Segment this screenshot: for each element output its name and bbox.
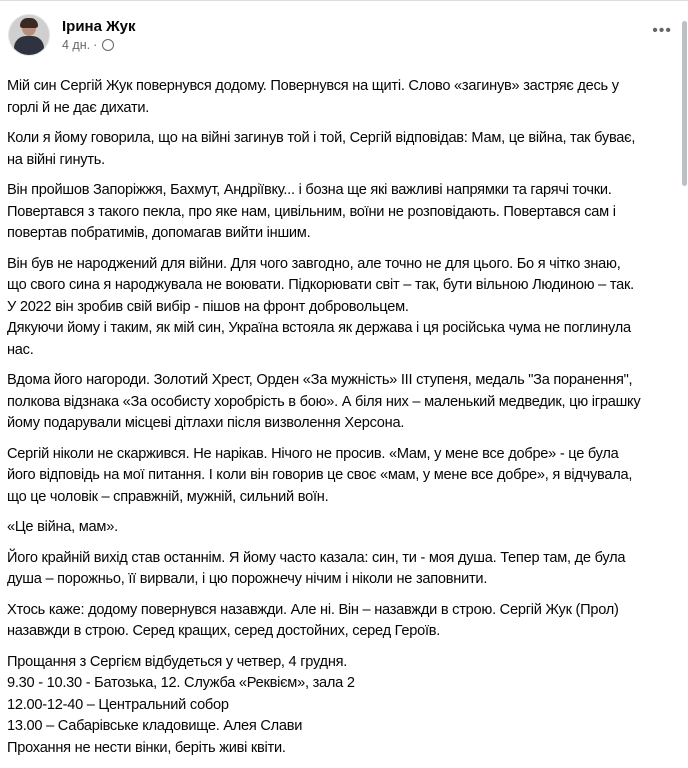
avatar[interactable] xyxy=(8,14,50,56)
text-line: Мій син Сергій Жук повернувся додому. Повернувся на щиті. Слово «загинув» застряє десь у xyxy=(7,78,619,94)
globe-icon xyxy=(102,39,114,51)
text-line: Прощання з Сергієм відбудеться у четвер, 4 грудня. xyxy=(7,653,348,670)
top-divider xyxy=(0,0,688,1)
text-line: Сергій ніколи не скаржився. Не нарікав. Нічого не просив. «Мам, у мене все добре» - це була xyxy=(7,445,619,462)
text-line: йому подарували місцеві дітлахи після визволення Херсона. xyxy=(7,415,405,431)
text-line: Його крайній вихід став останнім. Я йому часто казала: син, ти - моя душа. Тепер там, де була xyxy=(7,549,626,566)
scrollbar[interactable] xyxy=(680,1,688,702)
text-line: Хтось каже: додому повернувся назавжди. Але ні. Він – назавжди в строю. Сергій Жук (Прол) xyxy=(7,601,619,618)
text-line: У 2022 він зробив свій вибір - пішов на фронт добровольцем. xyxy=(7,298,409,315)
text-line: душа – порожньо, її вирвали, і цю порожнечу нічим і ніколи не заповнити. xyxy=(7,571,488,587)
paragraph xyxy=(7,548,679,591)
post-time[interactable]: 4 дн. xyxy=(62,37,91,52)
post-meta xyxy=(62,17,136,54)
post-text xyxy=(7,76,679,768)
paragraph xyxy=(7,254,679,362)
text-line: Він пройшов Запоріжжя, Бахмут, Андріївку... і бозна ще які важливі напрямки та гарячі точки. xyxy=(7,182,612,198)
text-line: на війні гинуть. xyxy=(7,151,105,168)
paragraph xyxy=(7,517,679,539)
paragraph xyxy=(7,76,679,119)
text-line: назавжди в строю. Серед кращих, серед достойних, серед Героїв. xyxy=(7,623,441,639)
text-line: горлі й не дає дихати. xyxy=(7,99,150,116)
text-line: полкова відзнака «За особисту хоробрість в бою». А біля них – маленький медведик, цю іграшку xyxy=(7,393,641,410)
paragraph xyxy=(7,370,679,435)
text-line: 12.00-12-40 – Центральний собор xyxy=(7,696,229,713)
text-line: Вдома його нагороди. Золотий Хрест, Орден «За мужність» ІІІ ступеня, медаль "За поранення", xyxy=(7,372,633,388)
text-line: його відповідь на мої питання. І коли він говорив це своє «мам, у мене все добре», я відчувала, xyxy=(7,467,633,483)
text-line: нас. xyxy=(7,341,34,358)
text-line: Прохання не нести вінки, беріть живі квіти. xyxy=(7,739,286,756)
text-line: 9.30 - 10.30 - Батозька, 12. Служба «Реквієм», зала 2 xyxy=(7,675,355,691)
author-name[interactable]: Ірина Жук xyxy=(62,17,136,35)
scrollbar-thumb[interactable] xyxy=(682,21,687,186)
separator: · xyxy=(93,37,98,52)
post-header xyxy=(8,12,136,58)
text-line: 13.00 – Сабарівське кладовище. Алея Слави xyxy=(7,718,303,734)
text-line: Повертався з такого пекла, про яке нам, цивільним, воїни не розповідають. Повертався сам і xyxy=(7,203,616,220)
text-line: повертав побратимів, допомагав вийти іншим. xyxy=(7,225,311,241)
text-line: що свого сина я народжувала не воювати. Підкорювати світ – так, бути вільною Людиною – так. xyxy=(7,277,634,293)
text-line: що це чоловік – справжній, мужній, сильний воїн. xyxy=(7,488,329,505)
more-options-button[interactable]: ••• xyxy=(652,22,672,39)
paragraph xyxy=(7,180,679,245)
text-line: Коли я йому говорила, що на війні загинув той і той, Сергій відповідав: Мам, це війна, так буває, xyxy=(7,130,636,146)
text-line: Дякуючи йому і таким, як мій син, Україна встояла як держава і ця російська чума не поглинула xyxy=(7,320,631,336)
paragraph xyxy=(7,128,679,171)
text-line: Він був не народжений для війни. Для чого завгодно, але точно не для цього. Бо я чітко знаю, xyxy=(7,255,621,272)
paragraph xyxy=(7,652,679,760)
paragraph xyxy=(7,600,679,643)
paragraph xyxy=(7,444,679,509)
text-line: «Це війна, мам». xyxy=(7,519,118,535)
